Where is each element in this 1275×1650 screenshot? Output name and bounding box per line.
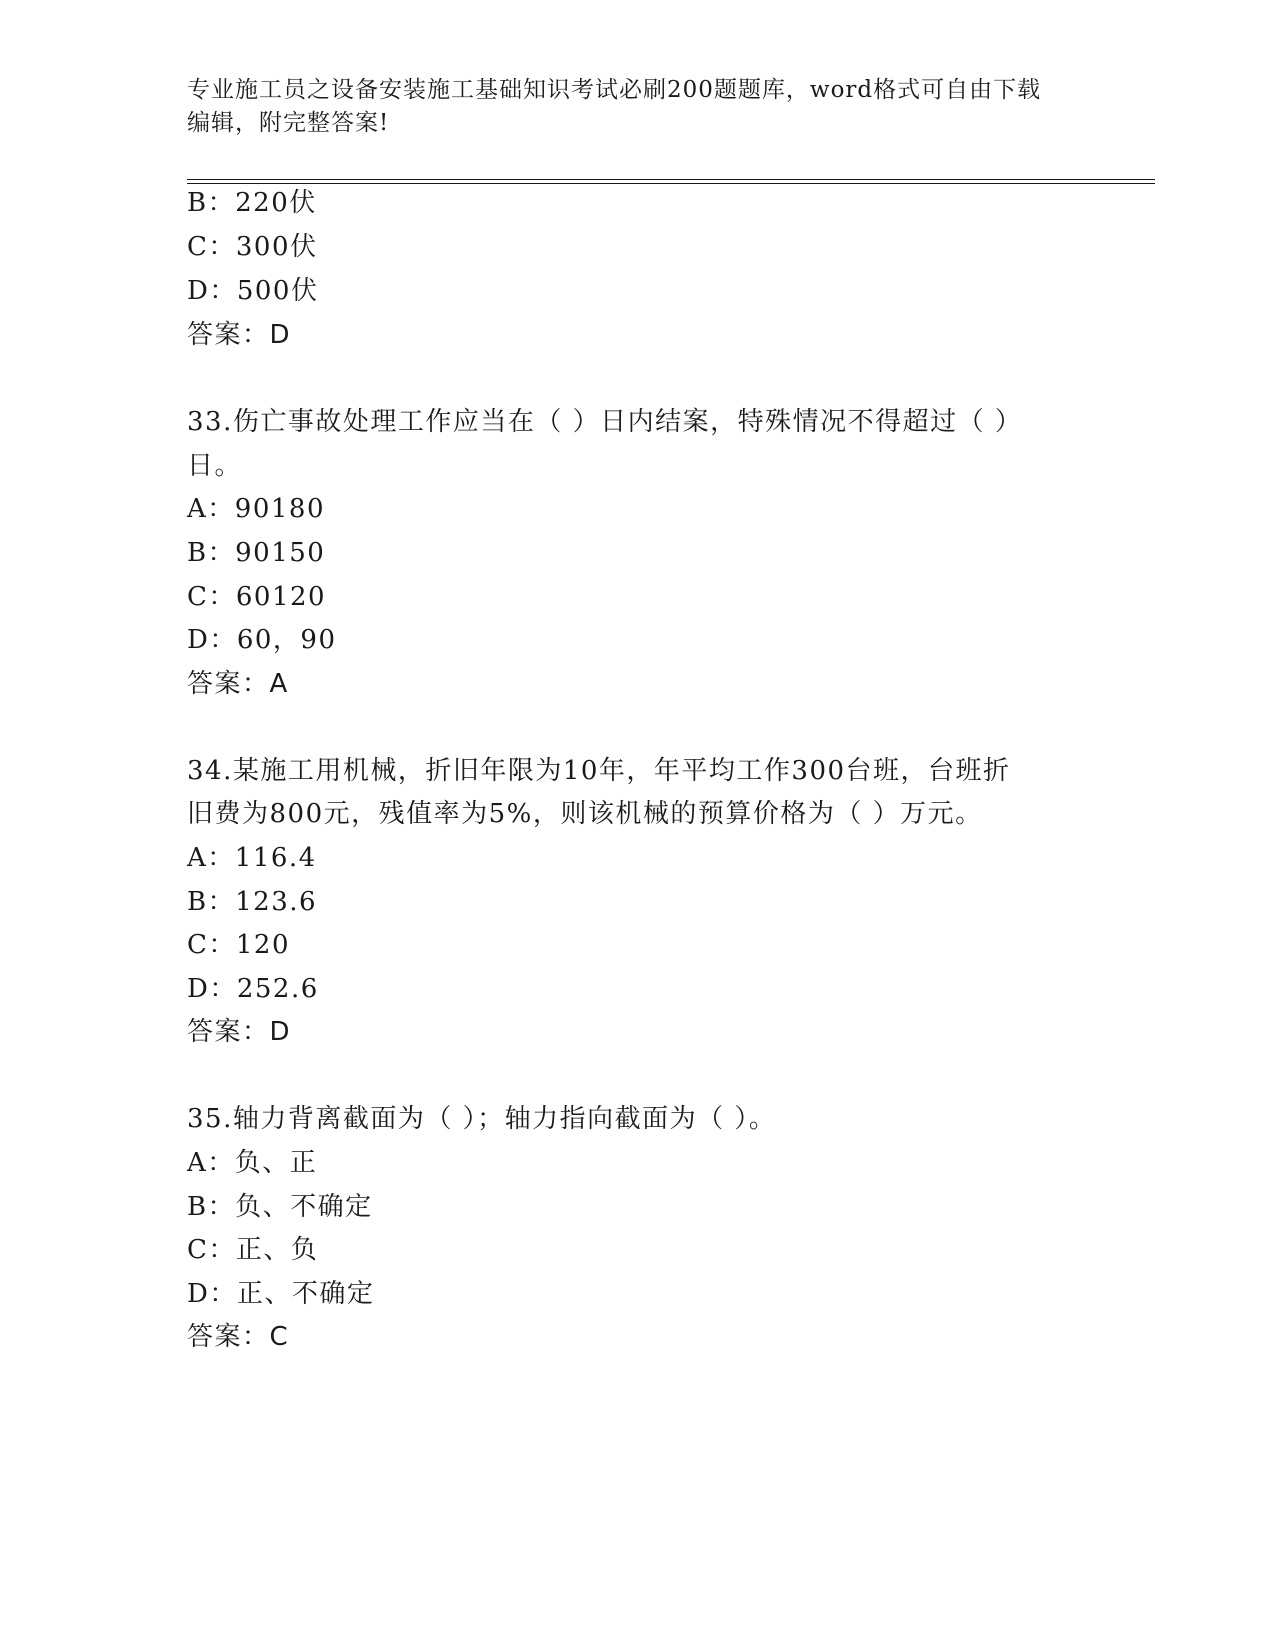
option-c: C：正、负 bbox=[187, 1235, 319, 1265]
header-divider-bottom bbox=[187, 183, 1155, 184]
option-c: C：120 bbox=[187, 930, 291, 960]
option-d: D：60，90 bbox=[187, 625, 337, 655]
option-b: B：220伏 bbox=[187, 188, 317, 218]
option-b: B：123.6 bbox=[187, 887, 318, 917]
option-c: C：60120 bbox=[187, 582, 327, 612]
option-d: D：252.6 bbox=[187, 974, 319, 1004]
question-stem-line: 旧费为800元，残值率为5%，则该机械的预算价格为（ ）万元。 bbox=[187, 799, 983, 829]
option-d: D：500伏 bbox=[187, 276, 319, 306]
option-d: D：正、不确定 bbox=[187, 1279, 375, 1309]
answer-line: 答案：D bbox=[187, 320, 292, 350]
option-c: C：300伏 bbox=[187, 232, 318, 262]
answer-line: 答案：D bbox=[187, 1017, 292, 1047]
answer-line: 答案：A bbox=[187, 669, 289, 699]
answer-line: 答案：C bbox=[187, 1322, 290, 1352]
question-stem-line: 34.某施工用机械，折旧年限为10年，年平均工作300台班，台班折 bbox=[187, 756, 1011, 786]
header-divider-top bbox=[187, 179, 1155, 180]
option-b: B：90150 bbox=[187, 538, 326, 568]
option-a: A：90180 bbox=[187, 494, 325, 524]
option-b: B：负、不确定 bbox=[187, 1192, 373, 1222]
question-stem-line: 日。 bbox=[187, 451, 243, 481]
question-stem-line: 35.轴力背离截面为（ ）；轴力指向截面为（ ）。 bbox=[187, 1104, 777, 1134]
option-a: A：116.4 bbox=[187, 843, 317, 873]
header-line-1: 专业施工员之设备安装施工基础知识考试必刷200题题库，word格式可自由下载 bbox=[187, 77, 1042, 103]
question-stem-line: 33.伤亡事故处理工作应当在（ ）日内结案，特殊情况不得超过（ ） bbox=[187, 407, 1023, 437]
header-line-2: 编辑，附完整答案! bbox=[187, 110, 390, 136]
document-header bbox=[187, 74, 1087, 140]
option-a: A：负、正 bbox=[187, 1148, 318, 1178]
